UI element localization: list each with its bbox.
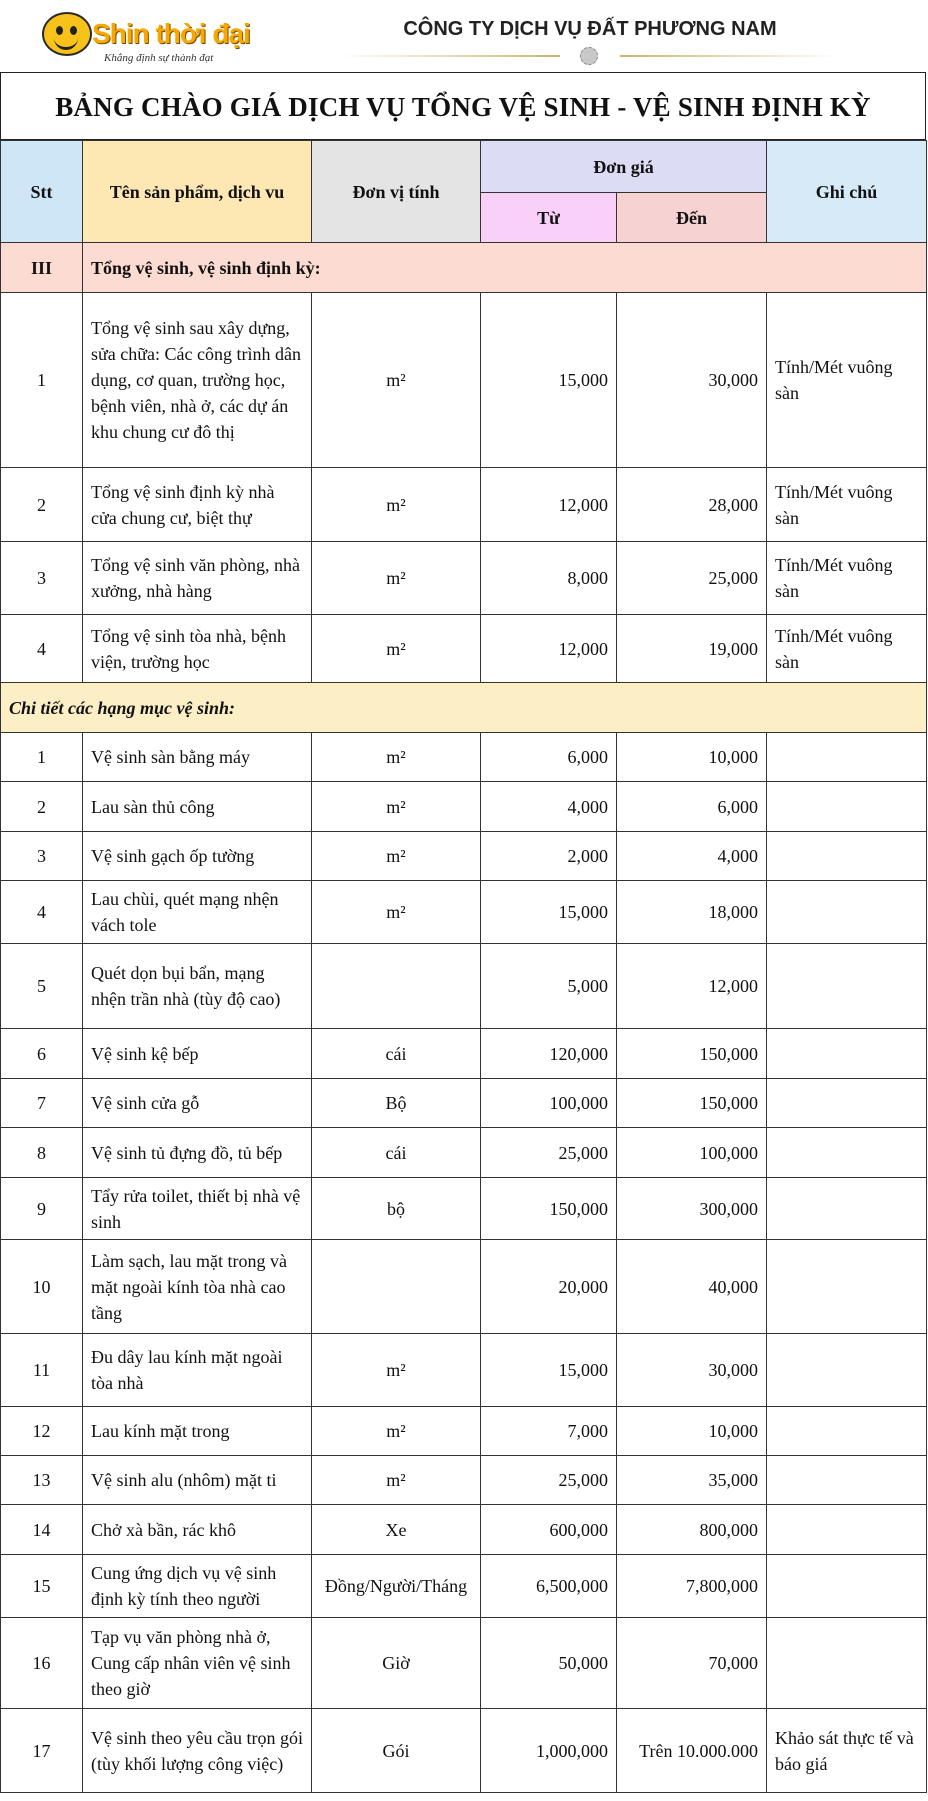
row-number: 9 <box>1 1178 83 1240</box>
service-name: Vệ sinh cửa gỗ <box>83 1079 312 1128</box>
note: Tính/Mét vuông sàn <box>767 615 927 683</box>
table-row <box>1 1334 927 1407</box>
row-number: 14 <box>1 1505 83 1555</box>
service-name: Tổng vệ sinh văn phòng, nhà xưởng, nhà hàng <box>83 542 312 615</box>
row-number: 4 <box>1 881 83 944</box>
note: Tính/Mét vuông sàn <box>767 293 927 468</box>
table-row <box>1 1128 927 1178</box>
price-to: 150,000 <box>617 1029 767 1079</box>
header-note: Ghi chú <box>767 141 927 243</box>
header-from: Từ <box>481 193 617 243</box>
price-table <box>0 140 927 1793</box>
note: Tính/Mét vuông sàn <box>767 468 927 542</box>
service-name: Lau chùi, quét mạng nhện vách tole <box>83 881 312 944</box>
price-from: 100,000 <box>481 1079 617 1128</box>
service-name: Vệ sinh alu (nhôm) mặt ti <box>83 1456 312 1505</box>
unit: m² <box>312 293 481 468</box>
service-name: Vệ sinh kệ bếp <box>83 1029 312 1079</box>
service-name: Tạp vụ văn phòng nhà ở, Cung cấp nhân viên vệ sinh theo giờ <box>83 1618 312 1709</box>
row-number: 17 <box>1 1709 83 1793</box>
row-number: 8 <box>1 1128 83 1178</box>
unit: m² <box>312 1456 481 1505</box>
table-row <box>1 881 927 944</box>
note <box>767 1334 927 1407</box>
row-number: 13 <box>1 1456 83 1505</box>
unit: m² <box>312 733 481 782</box>
service-name: Vệ sinh tủ đựng đồ, tủ bếp <box>83 1128 312 1178</box>
note <box>767 1407 927 1456</box>
service-name: Tổng vệ sinh định kỳ nhà cửa chung cư, biệt thự <box>83 468 312 542</box>
unit: cái <box>312 1128 481 1178</box>
row-number: 6 <box>1 1029 83 1079</box>
note <box>767 1128 927 1178</box>
note <box>767 832 927 881</box>
unit: m² <box>312 832 481 881</box>
price-from: 1,000,000 <box>481 1709 617 1793</box>
header-price: Đơn giá <box>481 141 767 193</box>
price-from: 600,000 <box>481 1505 617 1555</box>
unit: Xe <box>312 1505 481 1555</box>
price-from: 8,000 <box>481 542 617 615</box>
price-to: 30,000 <box>617 1334 767 1407</box>
header-stt: Stt <box>1 141 83 243</box>
price-to: 40,000 <box>617 1240 767 1334</box>
note <box>767 944 927 1029</box>
service-name: Vệ sinh theo yêu cầu trọn gói (tùy khối lượng công việc) <box>83 1709 312 1793</box>
table-row <box>1 293 927 468</box>
row-number: 7 <box>1 1079 83 1128</box>
table-row <box>1 542 927 615</box>
service-name: Lau kính mặt trong <box>83 1407 312 1456</box>
price-to: 10,000 <box>617 733 767 782</box>
table-row <box>1 1240 927 1334</box>
price-from: 120,000 <box>481 1029 617 1079</box>
price-from: 20,000 <box>481 1240 617 1334</box>
company-logo <box>38 4 298 68</box>
service-name: Tổng vệ sinh tòa nhà, bệnh viện, trường học <box>83 615 312 683</box>
row-number: 5 <box>1 944 83 1029</box>
service-name: Chở xà bần, rác khô <box>83 1505 312 1555</box>
unit: m² <box>312 1407 481 1456</box>
row-number: 10 <box>1 1240 83 1334</box>
price-from: 15,000 <box>481 293 617 468</box>
note <box>767 881 927 944</box>
price-to: 10,000 <box>617 1407 767 1456</box>
price-to: 30,000 <box>617 293 767 468</box>
table-body <box>1 243 927 1793</box>
table-row <box>1 1555 927 1618</box>
price-to: 7,800,000 <box>617 1555 767 1618</box>
price-to: 28,000 <box>617 468 767 542</box>
section-number: III <box>1 243 83 293</box>
bee-mascot-icon <box>42 12 92 56</box>
price-from: 50,000 <box>481 1618 617 1709</box>
unit: m² <box>312 468 481 542</box>
price-from: 15,000 <box>481 1334 617 1407</box>
service-name: Vệ sinh gạch ốp tường <box>83 832 312 881</box>
price-to: 19,000 <box>617 615 767 683</box>
price-to: 70,000 <box>617 1618 767 1709</box>
header-divider <box>340 50 840 62</box>
table-row <box>1 615 927 683</box>
note: Khảo sát thực tế và báo giá <box>767 1709 927 1793</box>
price-from: 2,000 <box>481 832 617 881</box>
section-row <box>1 683 927 733</box>
price-from: 5,000 <box>481 944 617 1029</box>
unit: Giờ <box>312 1618 481 1709</box>
logo-slogan: Khẳng định sự thành đạt <box>104 52 214 64</box>
price-to: 150,000 <box>617 1079 767 1128</box>
unit: cái <box>312 1029 481 1079</box>
note <box>767 1555 927 1618</box>
price-from: 6,500,000 <box>481 1555 617 1618</box>
note <box>767 1029 927 1079</box>
row-number: 3 <box>1 542 83 615</box>
table-row <box>1 1618 927 1709</box>
row-number: 2 <box>1 782 83 832</box>
service-name: Cung ứng dịch vụ vệ sinh định kỳ tính theo người <box>83 1555 312 1618</box>
table-row <box>1 1079 927 1128</box>
unit: Bộ <box>312 1079 481 1128</box>
section-row <box>1 243 927 293</box>
note <box>767 733 927 782</box>
price-from: 4,000 <box>481 782 617 832</box>
unit: Đồng/Người/Tháng <box>312 1555 481 1618</box>
unit: m² <box>312 615 481 683</box>
price-from: 25,000 <box>481 1456 617 1505</box>
service-name: Tẩy rửa toilet, thiết bị nhà vệ sinh <box>83 1178 312 1240</box>
section-title: Tổng vệ sinh, vệ sinh định kỳ: <box>83 243 927 293</box>
header-unit: Đơn vị tính <box>312 141 481 243</box>
table-row <box>1 782 927 832</box>
price-to: Trên 10.000.000 <box>617 1709 767 1793</box>
note <box>767 1505 927 1555</box>
row-number: 1 <box>1 733 83 782</box>
unit: bộ <box>312 1178 481 1240</box>
row-number: 4 <box>1 615 83 683</box>
price-to: 35,000 <box>617 1456 767 1505</box>
unit: m² <box>312 881 481 944</box>
note <box>767 1618 927 1709</box>
price-from: 6,000 <box>481 733 617 782</box>
price-from: 7,000 <box>481 1407 617 1456</box>
price-to: 18,000 <box>617 881 767 944</box>
company-name: CÔNG TY DỊCH VỤ ĐẤT PHƯƠNG NAM <box>403 18 777 40</box>
price-to: 100,000 <box>617 1128 767 1178</box>
price-to: 4,000 <box>617 832 767 881</box>
unit <box>312 1240 481 1334</box>
note <box>767 1240 927 1334</box>
header-name: Tên sản phẩm, dịch vu <box>83 141 312 243</box>
price-from: 12,000 <box>481 468 617 542</box>
service-name: Đu dây lau kính mặt ngoài tòa nhà <box>83 1334 312 1407</box>
page-title: BẢNG CHÀO GIÁ DỊCH VỤ TỔNG VỆ SINH - VỆ SINH ĐỊNH KỲ <box>0 72 926 140</box>
table-row <box>1 1709 927 1793</box>
note <box>767 782 927 832</box>
service-name: Vệ sinh sàn bằng máy <box>83 733 312 782</box>
row-number: 1 <box>1 293 83 468</box>
service-name: Làm sạch, lau mặt trong và mặt ngoài kính tòa nhà cao tầng <box>83 1240 312 1334</box>
header-to: Đến <box>617 193 767 243</box>
table-row <box>1 733 927 782</box>
price-to: 12,000 <box>617 944 767 1029</box>
note <box>767 1079 927 1128</box>
gear-ornament-icon <box>580 47 598 65</box>
row-number: 11 <box>1 1334 83 1407</box>
price-from: 25,000 <box>481 1128 617 1178</box>
row-number: 15 <box>1 1555 83 1618</box>
row-number: 16 <box>1 1618 83 1709</box>
unit: m² <box>312 782 481 832</box>
table-row <box>1 1456 927 1505</box>
price-to: 300,000 <box>617 1178 767 1240</box>
note <box>767 1178 927 1240</box>
unit: m² <box>312 1334 481 1407</box>
service-name: Lau sàn thủ công <box>83 782 312 832</box>
price-from: 12,000 <box>481 615 617 683</box>
note <box>767 1456 927 1505</box>
service-name: Tổng vệ sinh sau xây dựng, sửa chữa: Các công trình dân dụng, cơ quan, trường học, bệnh viên, nhà ở, các dự án khu chung cư đô thị <box>83 293 312 468</box>
price-from: 15,000 <box>481 881 617 944</box>
logo-text: Shin thời đại <box>92 18 250 49</box>
table-row <box>1 1407 927 1456</box>
note: Tính/Mét vuông sàn <box>767 542 927 615</box>
page-header <box>0 0 928 72</box>
price-to: 25,000 <box>617 542 767 615</box>
unit: m² <box>312 542 481 615</box>
row-number: 12 <box>1 1407 83 1456</box>
price-to: 6,000 <box>617 782 767 832</box>
price-from: 150,000 <box>481 1178 617 1240</box>
row-number: 3 <box>1 832 83 881</box>
unit: Gói <box>312 1709 481 1793</box>
table-row <box>1 1029 927 1079</box>
table-row <box>1 1505 927 1555</box>
service-name: Quét dọn bụi bẩn, mạng nhện trần nhà (tùy độ cao) <box>83 944 312 1029</box>
table-row <box>1 944 927 1029</box>
table-row <box>1 832 927 881</box>
table-row <box>1 468 927 542</box>
table-row <box>1 1178 927 1240</box>
section-title: Chi tiết các hạng mục vệ sinh: <box>1 683 927 733</box>
row-number: 2 <box>1 468 83 542</box>
unit <box>312 944 481 1029</box>
price-to: 800,000 <box>617 1505 767 1555</box>
